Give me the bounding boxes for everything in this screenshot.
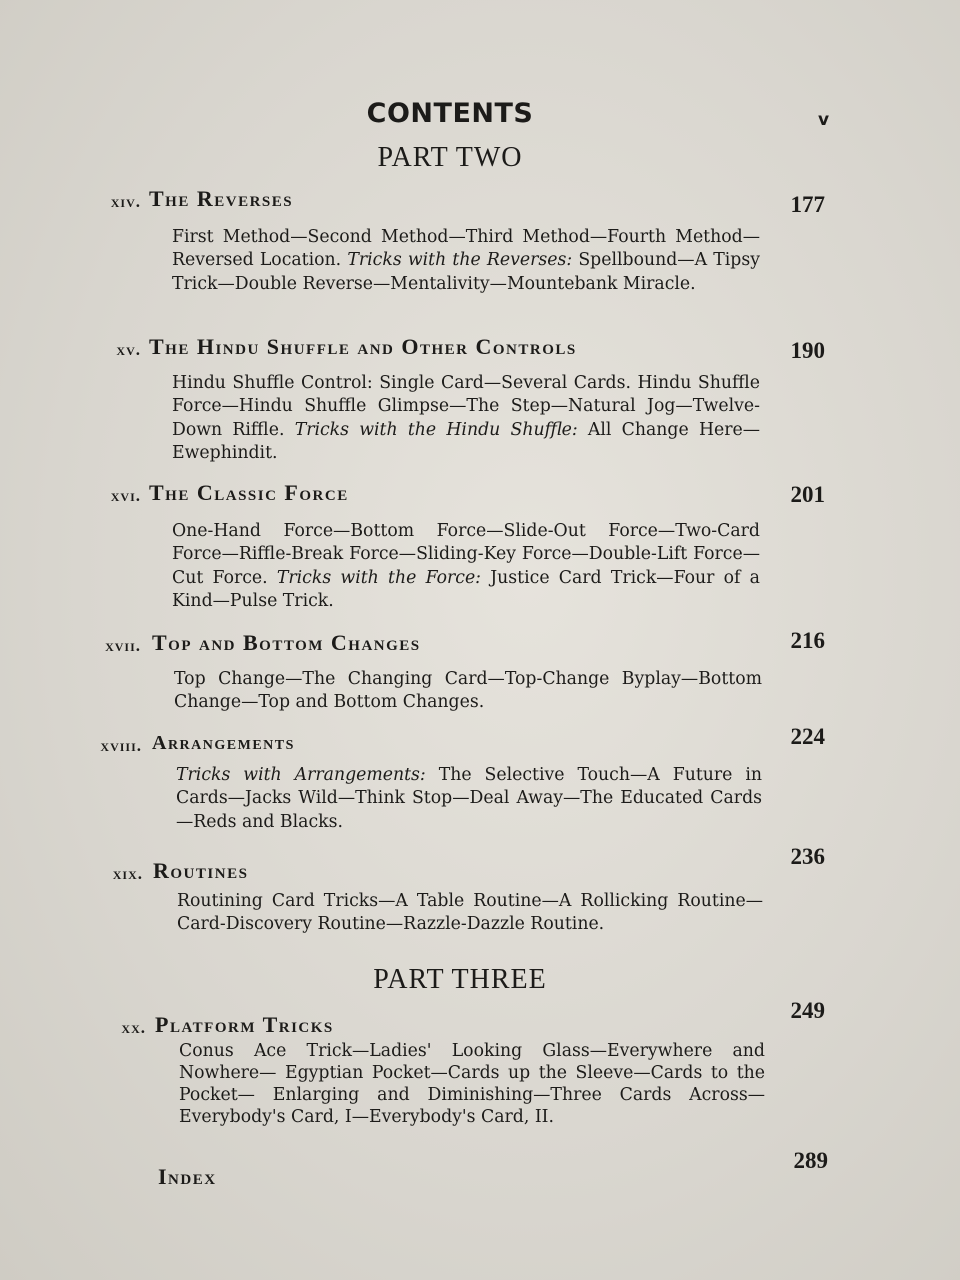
- chapter-page-number: 216: [790, 628, 825, 653]
- desc-text: The Selective Touch—A Future in Cards—Jacks Wild—Think Stop—Deal Away—The Educated Cards—Reds and Blacks.: [176, 765, 762, 832]
- desc-italic: Tricks with Arrangements:: [176, 765, 426, 785]
- chapter-page-number: 177: [790, 192, 825, 217]
- desc-text: Routining Card Tricks—A Table Routine—A Rollicking Routine—Card-Discovery Routine—Razzle-Dazzle Routine.: [177, 891, 763, 935]
- index-title: Index: [158, 1164, 217, 1189]
- contents-heading: CONTENTS: [366, 98, 534, 129]
- chapter-description: [172, 226, 760, 296]
- chapter-description: [172, 520, 760, 614]
- chapter-description: [176, 764, 762, 834]
- desc-text: Conus Ace Trick—Ladies' Looking Glass—Everywhere and Nowhere— Egyptian Pocket—Cards up the Sleeve—Cards to the Pocket— Enlarging and Diminishing—Three Cards Across—Everybody's Card, I—Everybody's Card, II.: [179, 1041, 765, 1127]
- chapter-page-number: 201: [790, 482, 825, 507]
- chapter-page-number: 190: [790, 338, 825, 363]
- desc-text: First Method—Second Method—Third Method—Fourth Method—Reversed Location.: [172, 227, 760, 271]
- index-page-number: 289: [793, 1148, 828, 1173]
- chapter-title: Top and Bottom Changes: [152, 630, 421, 655]
- chapter-title: Platform Tricks: [155, 1012, 334, 1037]
- desc-text: All Change Here—Ewephindit.: [172, 419, 761, 464]
- desc-text: Justice Card Trick—Four of a Kind—Pulse Trick.: [172, 567, 760, 612]
- chapter-numeral: xvii.: [105, 636, 141, 655]
- chapter-page-number: 224: [790, 724, 825, 749]
- chapter-description: [179, 1040, 765, 1128]
- chapter-numeral: xx.: [121, 1018, 146, 1037]
- desc-italic: Tricks with the Hindu Shuffle:: [294, 419, 578, 440]
- chapter-numeral: xiv.: [110, 192, 141, 211]
- chapter-numeral: xix.: [112, 864, 143, 883]
- page-folio: v: [818, 110, 830, 130]
- chapter-title: Routines: [153, 858, 249, 883]
- desc-text: Top Change—The Changing Card—Top-Change Byplay—Bottom Change—Top and Bottom Changes.: [174, 669, 762, 713]
- chapter-description: [172, 372, 760, 466]
- part-two-heading: PART TWO: [377, 142, 523, 173]
- chapter-title: The Reverses: [149, 186, 294, 211]
- chapter-page-number: 249: [790, 998, 825, 1023]
- chapter-page-number: 236: [790, 844, 825, 869]
- chapter-numeral: xv.: [116, 340, 141, 359]
- part-three-heading: PART THREE: [373, 964, 547, 995]
- desc-text: One-Hand Force—Bottom Force—Slide-Out Force—Two-Card Force—Riffle-Break Force—Sliding-Key Force—Double-Lift Force—Cut Force.: [172, 521, 760, 588]
- chapter-numeral: xvi.: [110, 486, 141, 505]
- chapter-description: [174, 668, 762, 715]
- chapter-title: The Hindu Shuffle and Other Controls: [149, 334, 577, 359]
- chapter-numeral: xviii.: [100, 736, 142, 755]
- desc-italic: Tricks with the Reverses:: [347, 250, 573, 271]
- desc-text: Hindu Shuffle Control: Single Card—Several Cards. Hindu Shuffle Force—Hindu Shuffle Glimpse—The Step—Natural Jog—Twelve-Down Riffle.: [172, 373, 760, 440]
- chapter-title: The Classic Force: [149, 480, 349, 505]
- chapter-title: Arrangements: [152, 732, 295, 754]
- desc-italic: Tricks with the Force:: [276, 567, 482, 588]
- chapter-description: [177, 890, 763, 937]
- desc-text: Spellbound—A Tipsy Trick—Double Reverse—Mentalivity—Mountebank Miracle.: [172, 250, 760, 294]
